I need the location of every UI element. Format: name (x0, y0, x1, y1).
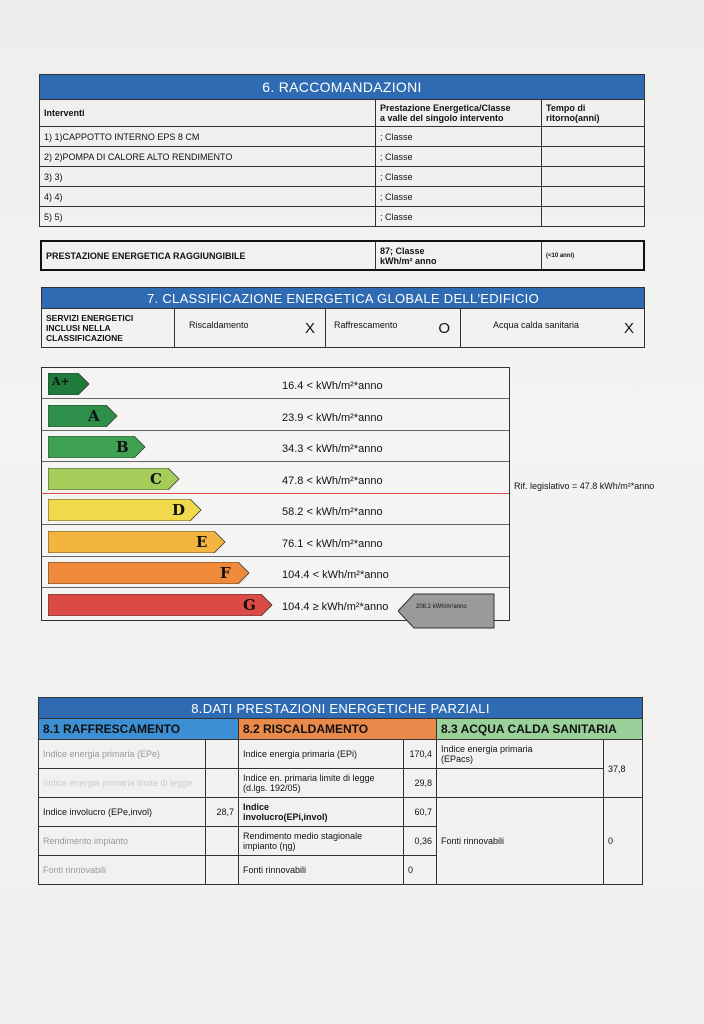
intervento-cell: 2) 2)POMPA DI CALORE ALTO RENDIMENTO (40, 147, 376, 167)
table-row (39, 740, 643, 769)
servizi-label (42, 309, 175, 348)
raggiungibile-line1: 87; Classe (380, 245, 425, 256)
acs-ep-value: 37,8 (604, 740, 643, 798)
table-row (40, 127, 645, 147)
intervento-cell: 5) 5) (40, 207, 376, 227)
riscaldamento-label: Riscaldamento (189, 319, 249, 330)
table-row (40, 147, 645, 167)
acs-mark: X (623, 319, 634, 337)
energy-class-range: 76.1 < kWh/m²*anno (282, 537, 383, 550)
energy-class-row (42, 368, 509, 399)
risc-label: Indice energia primaria (EPi) (239, 740, 404, 769)
tempo-cell (542, 127, 645, 147)
risc-label (239, 827, 404, 856)
prestazioni-parziali-table (38, 697, 643, 885)
col-prestazione (376, 100, 542, 127)
energy-class-label: C (150, 469, 162, 488)
energy-class-arrow-shape (48, 436, 146, 458)
energy-class-arrow (48, 594, 273, 616)
intervento-cell: 4) 4) (40, 187, 376, 207)
servizi-line2: INCLUSI NELLA (46, 323, 111, 333)
energy-class-arrow-shape (48, 594, 273, 616)
risc-value: 29,8 (404, 769, 437, 798)
classe-cell: ; Classe (376, 187, 542, 207)
raggiungibile-line2: kWh/m² anno (380, 255, 437, 266)
prestazione-raggiungibile-value (376, 241, 542, 270)
energy-class-row (42, 557, 509, 588)
prestazione-raggiungibile-tempo: (<10 anni) (542, 241, 645, 270)
table-row (40, 207, 645, 227)
risc-label: Fonti rinnovabili (239, 856, 404, 885)
energy-class-arrow (48, 562, 250, 584)
acs-empty-cell (437, 769, 604, 798)
col-tempo-line1: Tempo di (546, 103, 586, 113)
riscaldamento-title: 8.2 RISCALDAMENTO (239, 719, 437, 740)
prestazione-raggiungibile-table (40, 240, 645, 271)
raff-label: Fonti rinnovabili (39, 856, 206, 885)
acs-label: Acqua calda sanitaria (493, 319, 580, 330)
classificazione-title: 7. CLASSIFICAZIONE ENERGETICA GLOBALE DELL'EDIFICIO (42, 288, 645, 309)
raccomandazioni-title: 6. RACCOMANDAZIONI (40, 75, 645, 100)
energy-class-arrow (48, 373, 90, 395)
energy-class-label: D (172, 501, 186, 519)
energy-class-label: G (243, 595, 256, 614)
energy-class-row (42, 494, 509, 525)
energy-class-range: 23.9 < kWh/m²*anno (282, 411, 383, 424)
tempo-cell (542, 147, 645, 167)
raff-label: Indice energia primaria (EPe) (39, 740, 206, 769)
energy-class-arrow (48, 405, 118, 427)
riscaldamento-cell (175, 309, 326, 348)
risc-label-line2: impianto (ηg) (243, 841, 296, 851)
classe-cell: ; Classe (376, 147, 542, 167)
energy-class-arrow (48, 499, 202, 521)
table-row (40, 187, 645, 207)
raff-label: Rendimento impianto (39, 827, 206, 856)
energy-class-label: E (196, 532, 208, 551)
energy-class-label: A (88, 406, 100, 425)
current-class-pointer (398, 593, 495, 634)
energy-class-range: 58.2 < kWh/m²*anno (282, 506, 383, 518)
energy-class-arrow-shape (48, 405, 118, 427)
energy-class-label: A+ (52, 375, 70, 388)
risc-value: 60,7 (404, 798, 437, 827)
table-row (39, 798, 643, 827)
rif-legislativo-label: Rif. legislativo = 47.8 kWh/m²*anno (514, 481, 655, 491)
raff-value: 28,7 (206, 798, 239, 827)
risc-label-line2: involucro(EPi,invol) (243, 812, 328, 822)
raffrescamento-mark: O (438, 319, 450, 337)
energy-class-range: 16.4 < kWh/m²*anno (282, 380, 383, 392)
pointer-arrow-shape (398, 593, 495, 629)
raffrescamento-cell (326, 309, 461, 348)
acs-ep-line1: Indice energia primaria (441, 744, 533, 754)
energy-class-arrow (48, 436, 146, 458)
raff-value (206, 856, 239, 885)
acs-fonti-value: 0 (604, 798, 643, 885)
energy-class-label: F (220, 564, 231, 582)
risc-label-line1: Rendimento medio stagionale (243, 831, 363, 841)
acs-ep-label (437, 740, 604, 769)
risc-value: 0 (404, 856, 437, 885)
riscaldamento-mark: X (304, 319, 315, 337)
energy-class-row (42, 463, 509, 494)
col-prestazione-line2: a valle del singolo intervento (380, 113, 504, 123)
raffrescamento-title: 8.1 RAFFRESCAMENTO (39, 719, 239, 740)
classe-cell: ; Classe (376, 167, 542, 187)
risc-label (239, 798, 404, 827)
energy-class-arrow (48, 468, 180, 490)
col-tempo-line2: ritorno(anni) (546, 113, 600, 123)
risc-label-line1: Indice (243, 802, 270, 812)
acs-fonti-label: Fonti rinnovabili (437, 798, 604, 885)
col-interventi: Interventi (40, 100, 376, 127)
raffrescamento-label: Raffrescamento (334, 319, 398, 330)
classe-cell: ; Classe (376, 127, 542, 147)
energy-class-arrow (48, 531, 226, 553)
col-tempo (542, 100, 645, 127)
table-row (39, 769, 643, 798)
risc-label-line1: Indice en. primaria limite di legge (243, 773, 375, 783)
pointer-value: 208.2 kWh/m²anno (416, 604, 467, 610)
acs-ep-line2: (EPacs) (441, 754, 474, 764)
tempo-cell (542, 207, 645, 227)
col-prestazione-line1: Prestazione Energetica/Classe (380, 103, 511, 113)
energy-class-range: 104.4 ≥ kWh/m²*anno (282, 600, 389, 613)
prestazione-raggiungibile-label: PRESTAZIONE ENERGETICA RAGGIUNGIBILE (41, 241, 376, 270)
tempo-cell (542, 167, 645, 187)
energy-class-row (42, 526, 509, 557)
intervento-cell: 1) 1)CAPPOTTO INTERNO EPS 8 CM (40, 127, 376, 147)
risc-value: 0,36 (404, 827, 437, 856)
rif-legislativo-line (41, 493, 508, 494)
prestazioni-parziali-title: 8.DATI PRESTAZIONI ENERGETICHE PARZIALI (39, 698, 643, 719)
energy-class-row (42, 400, 509, 431)
servizi-line3: CLASSIFICAZIONE (46, 333, 123, 343)
tempo-cell (542, 187, 645, 207)
risc-label-line2: (d.lgs. 192/05) (243, 783, 301, 793)
raff-value (206, 740, 239, 769)
raccomandazioni-table (39, 74, 645, 227)
servizi-line1: SERVIZI ENERGETICI (46, 313, 134, 323)
raff-label: Indice energia primaria limite di legge (39, 769, 206, 798)
raff-value (206, 827, 239, 856)
energy-class-label: B (116, 438, 129, 456)
energy-class-range: 47.8 < kWh/m²*anno (282, 474, 383, 487)
classificazione-table (41, 287, 645, 348)
intervento-cell: 3) 3) (40, 167, 376, 187)
acs-cell (461, 309, 645, 348)
energy-class-range: 104.4 < kWh/m²*anno (282, 569, 389, 581)
risc-value: 170,4 (404, 740, 437, 769)
table-row (40, 167, 645, 187)
risc-label (239, 769, 404, 798)
energy-class-scale (41, 367, 510, 621)
raff-value (206, 769, 239, 798)
raff-label: Indice involucro (EPe,invol) (39, 798, 206, 827)
energy-class-range: 34.3 < kWh/m²*anno (282, 443, 383, 455)
classe-cell: ; Classe (376, 207, 542, 227)
energy-class-row (42, 431, 509, 462)
acs-title: 8.3 ACQUA CALDA SANITARIA (437, 719, 643, 740)
